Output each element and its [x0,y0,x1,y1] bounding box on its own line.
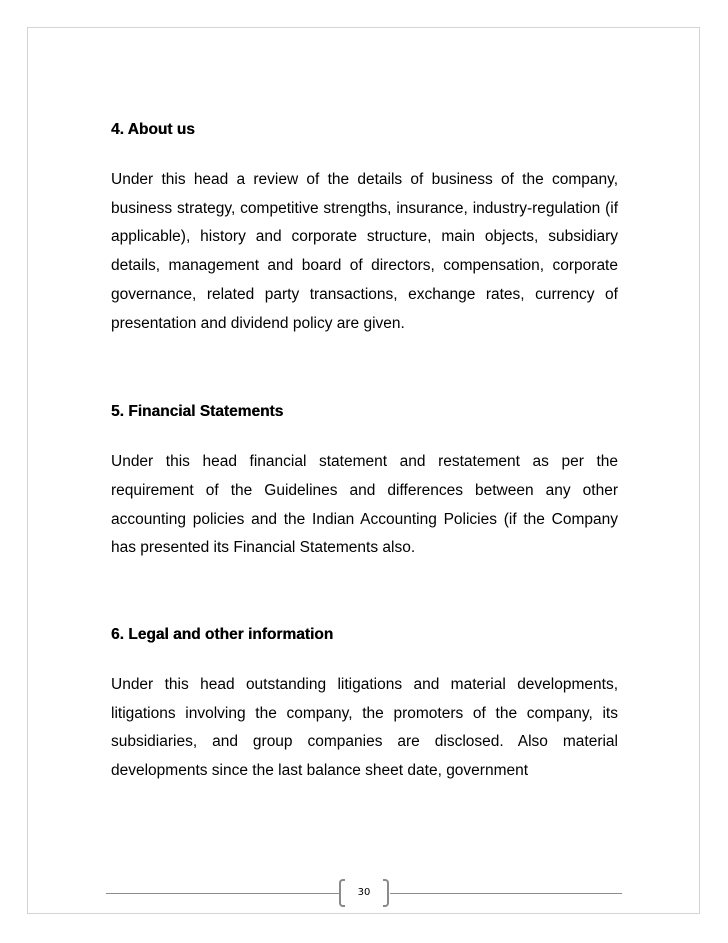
footer-divider-left [106,893,340,894]
section-heading-financial-statements: 5. Financial Statements [111,403,284,421]
section-heading-legal-information: 6. Legal and other information [111,626,334,644]
section-body-about-us: Under this head a review of the details of business of the company, business strategy, competitive strengths, insurance, industry-regulation (if applicable), history and corporate structure, main objects, subsidiary details, management and board of directors, compensation, corporate governance, related party transactions, exchange rates, currency of presentation and dividend policy are given. [111,171,618,332]
document-content [111,120,618,786]
section-heading-about-us: 4. About us [111,121,195,138]
page-number: 30 [357,887,371,898]
page-number-bracket-right [383,879,389,907]
section-body-financial-statements: Under this head financial statement and restatement as per the requirement of the Guidelines and differences between any other accounting policies and the Indian Accounting Policies (if the Company has presented its Financial Statements also. [111,453,618,557]
footer-divider-right [390,893,622,894]
section-body-legal-information: Under this head outstanding litigations and material developments, litigations involving the company, the promoters of the company, its subsidiaries, and group companies are disclosed. Also material developments since the last balance sheet date, government [111,676,618,780]
